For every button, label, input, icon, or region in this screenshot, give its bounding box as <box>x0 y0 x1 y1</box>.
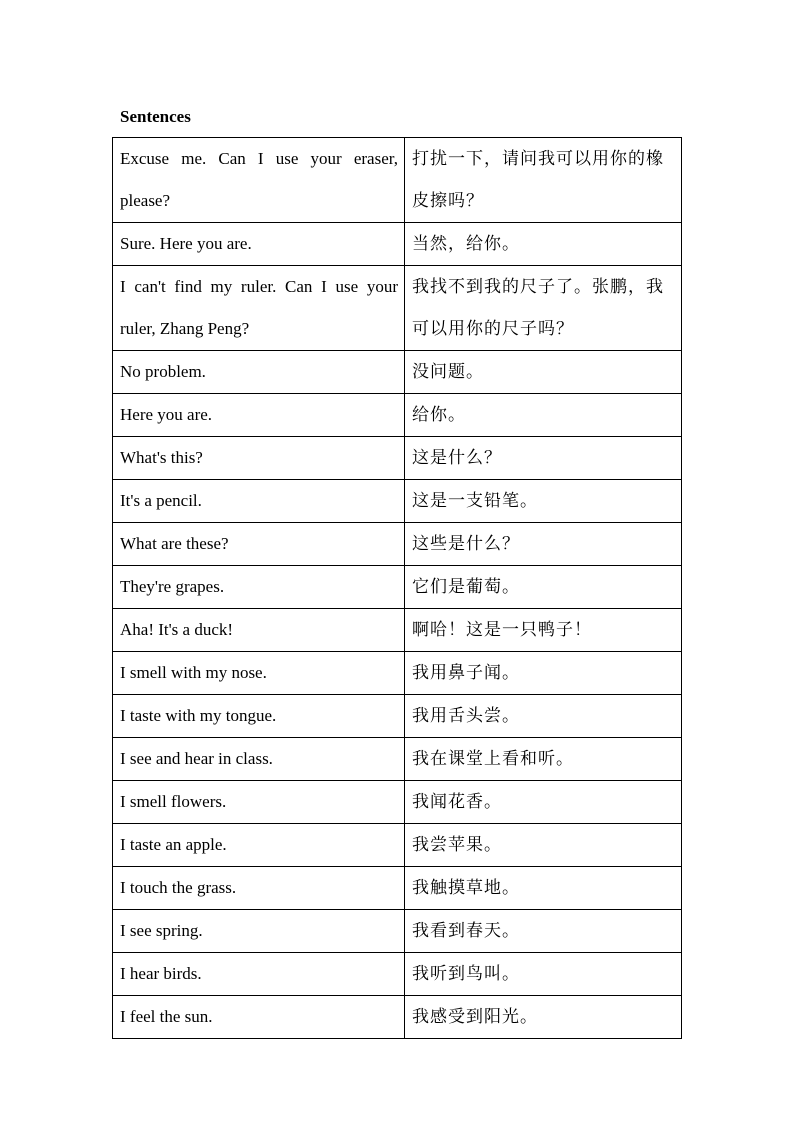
table-row <box>113 437 682 480</box>
english-cell: I see and hear in class. <box>113 738 405 781</box>
sentences-table-body <box>113 138 682 1039</box>
table-row <box>113 652 682 695</box>
chinese-cell: 我触摸草地。 <box>405 867 682 910</box>
table-row <box>113 566 682 609</box>
chinese-cell: 没问题。 <box>405 351 682 394</box>
table-row <box>113 695 682 738</box>
english-cell: I feel the sun. <box>113 996 405 1039</box>
chinese-cell: 我看到春天。 <box>405 910 682 953</box>
english-cell: I taste an apple. <box>113 824 405 867</box>
chinese-cell: 啊哈！这是一只鸭子！ <box>405 609 682 652</box>
table-row <box>113 824 682 867</box>
page-heading: Sentences <box>120 107 191 126</box>
chinese-cell: 打扰一下，请问我可以用你的橡皮擦吗？ <box>405 138 682 223</box>
chinese-cell: 我闻花香。 <box>405 781 682 824</box>
chinese-cell: 我感受到阳光。 <box>405 996 682 1039</box>
sentences-table <box>112 137 682 1039</box>
table-row <box>113 996 682 1039</box>
english-cell: What are these? <box>113 523 405 566</box>
chinese-cell: 我在课堂上看和听。 <box>405 738 682 781</box>
english-cell: It's a pencil. <box>113 480 405 523</box>
chinese-cell: 当然，给你。 <box>405 223 682 266</box>
chinese-cell: 我听到鸟叫。 <box>405 953 682 996</box>
table-row <box>113 138 682 223</box>
table-row <box>113 867 682 910</box>
table-row <box>113 223 682 266</box>
table-row <box>113 266 682 351</box>
table-row <box>113 910 682 953</box>
table-row <box>113 781 682 824</box>
chinese-cell: 我用鼻子闻。 <box>405 652 682 695</box>
english-cell: Excuse me. Can I use your eraser, please? <box>113 138 405 223</box>
chinese-cell: 我尝苹果。 <box>405 824 682 867</box>
english-cell: I can't find my ruler. Can I use your ruler, Zhang Peng? <box>113 266 405 351</box>
chinese-cell: 给你。 <box>405 394 682 437</box>
english-cell: Sure. Here you are. <box>113 223 405 266</box>
table-row <box>113 351 682 394</box>
english-cell: Here you are. <box>113 394 405 437</box>
chinese-cell: 它们是葡萄。 <box>405 566 682 609</box>
chinese-cell: 这些是什么？ <box>405 523 682 566</box>
english-cell: No problem. <box>113 351 405 394</box>
english-cell: I see spring. <box>113 910 405 953</box>
chinese-cell: 这是什么？ <box>405 437 682 480</box>
table-row <box>113 609 682 652</box>
table-row <box>113 738 682 781</box>
table-row <box>113 953 682 996</box>
chinese-cell: 我找不到我的尺子了。张鹏，我可以用你的尺子吗？ <box>405 266 682 351</box>
english-cell: I smell with my nose. <box>113 652 405 695</box>
table-row <box>113 523 682 566</box>
english-cell: Aha! It's a duck! <box>113 609 405 652</box>
english-cell: I touch the grass. <box>113 867 405 910</box>
english-cell: I taste with my tongue. <box>113 695 405 738</box>
english-cell: What's this? <box>113 437 405 480</box>
english-cell: I smell flowers. <box>113 781 405 824</box>
table-row <box>113 394 682 437</box>
english-cell: They're grapes. <box>113 566 405 609</box>
table-row <box>113 480 682 523</box>
chinese-cell: 我用舌头尝。 <box>405 695 682 738</box>
chinese-cell: 这是一支铅笔。 <box>405 480 682 523</box>
english-cell: I hear birds. <box>113 953 405 996</box>
